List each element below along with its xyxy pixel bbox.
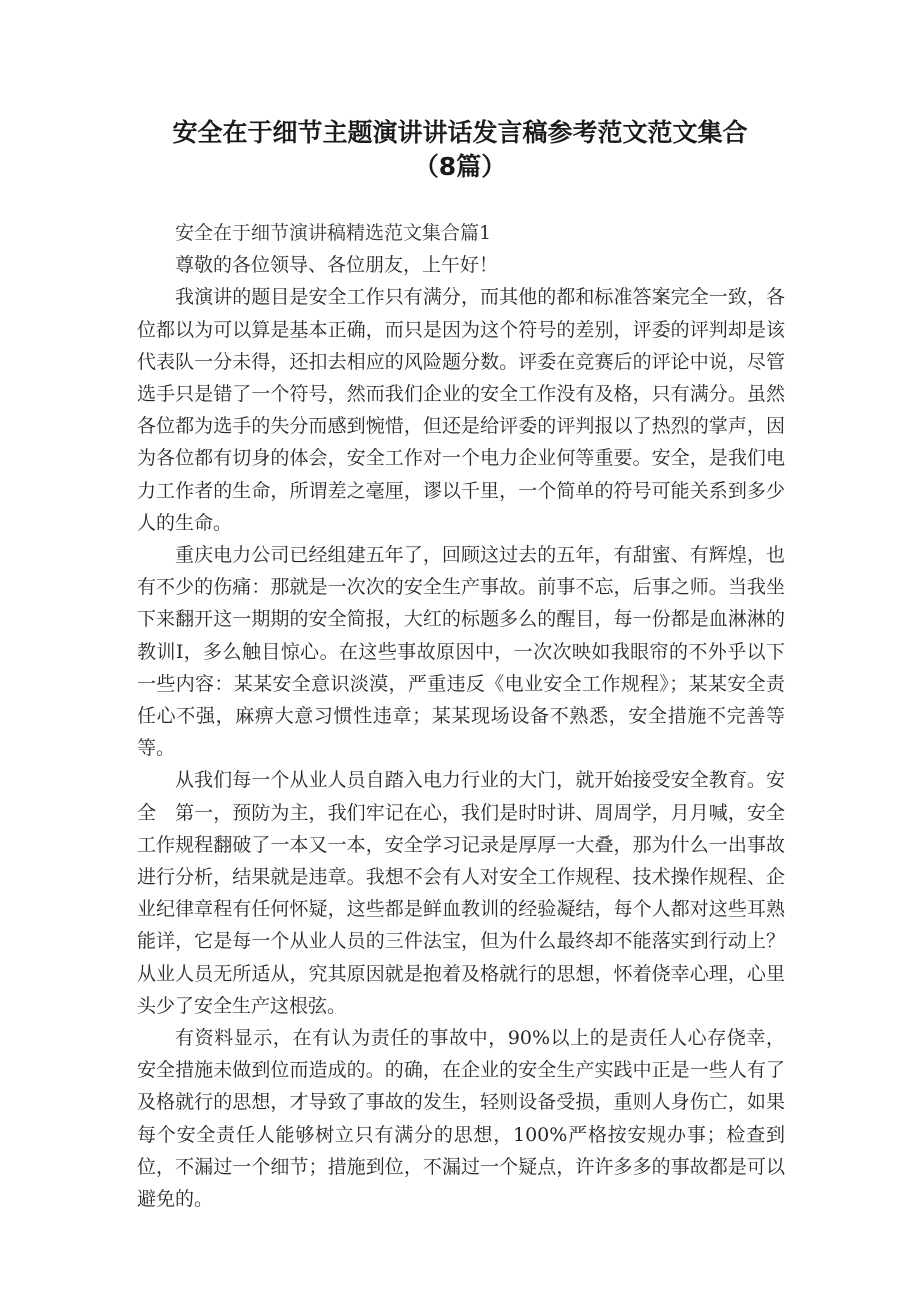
document-title-line2: （8篇） [413, 152, 507, 181]
document-body [137, 217, 785, 1215]
greeting-paragraph: 尊敬的各位领导、各位朋友，上午好！ [175, 254, 499, 277]
body-paragraph-2: 重庆电力公司已经组建五年了，回顾这过去的五年，有甜蜜、有辉煌，也有不少的伤痛：那就是一次次的安全生产事故。前事不忘，后事之师。当我坐下来翻开这一期期的安全简报，大红的标题多么的醒目，每一份都是血淋淋的教训I，多么触目惊心。在这些事故原因中，一次次映如我眼帘的不外乎以下一些内容：某某安全意识淡漠，严重违反《电业安全工作规程》；某某安全责任心不强，麻痹大意习惯性违章；某某现场设备不熟悉，安全措施不完善等等。 [137, 544, 785, 760]
section-heading: 安全在于细节演讲稿精选范文集合篇1 [175, 222, 492, 244]
body-paragraph-1: 我演讲的题目是安全工作只有满分，而其他的都和标准答案完全一致，各位都以为可以算是基本正确，而只是因为这个符号的差别，评委的评判却是该代表队一分未得，还扣去相应的风险题分数。评委在竞赛后的评论中说，尽管选手只是错了一个符号，然而我们企业的安全工作没有及格，只有满分。虽然各位都为选手的失分而感到惋惜，但还是给评委的评判报以了热烈的掌声，因为各位都有切身的体会，安全工作对一个电力企业何等重要。安全，是我们电力工作者的生命，所谓差之毫厘，谬以千里，一个简单的符号可能关系到多少人的生命。 [137, 286, 785, 534]
body-paragraph-4: 有资料显示，在有认为责任的事故中，90%以上的是责任人心存侥幸，安全措施未做到位而造成的。的确，在企业的安全生产实践中正是一些人有了及格就行的思想，才导致了事故的发生，轻则设备受损，重则人身伤亡，如果每个安全责任人能够树立只有满分的思想，100%严格按安规办事；检查到位，不漏过一个细节；措施到位，不漏过一个疑点，许许多多的事故都是可以避免的。 [137, 1027, 785, 1211]
body-paragraph-3: 从我们每一个从业人员自踏入电力行业的大门，就开始接受安全教育。安全 第一，预防为主，我们牢记在心，我们是时时讲、周周学，月月喊，安全工作规程翻破了一本又一本，安全学习记录是厚厚一大叠，那为什么一出事故进行分析，结果就是违章。我想不会有人对安全工作规程、技术操作规程、企业纪律章程有任何怀疑，这些都是鲜血教训的经验凝结，每个人都对这些耳熟能详，它是每一个从业人员的三件法宝，但为什么最终却不能落实到行动上？从业人员无所适从，究其原因就是抱着及格就行的思想，怀着侥幸心理，心里头少了安全生产这根弦。 [137, 769, 785, 1017]
document-title-line1: 安全在于细节主题演讲讲话发言稿参考范文范文集合 [172, 118, 748, 147]
